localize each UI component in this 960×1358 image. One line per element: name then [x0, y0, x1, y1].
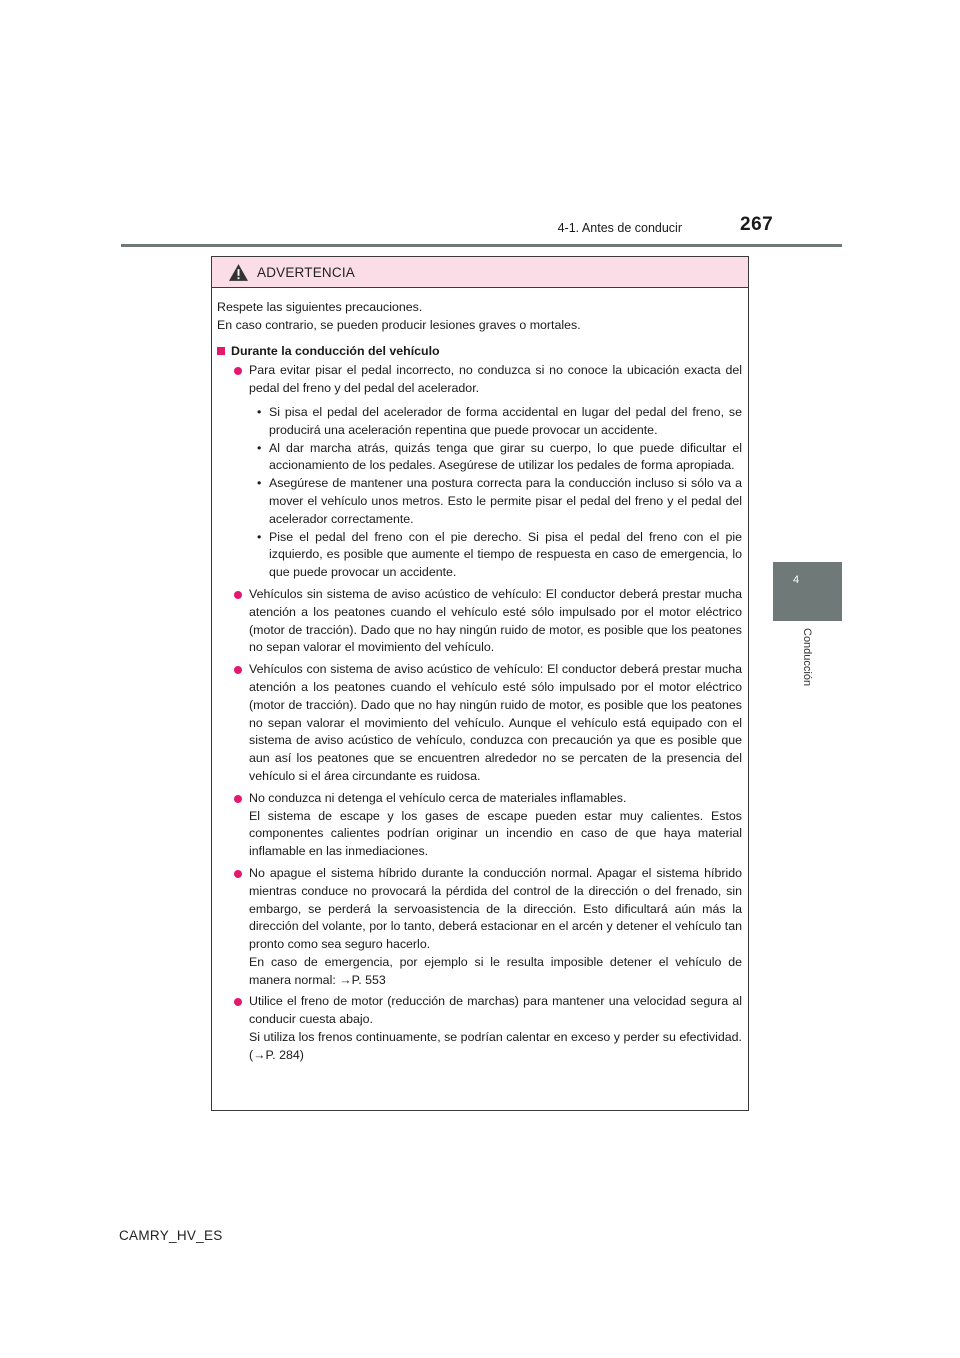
circle-bullet-icon — [234, 367, 242, 375]
list-item — [217, 865, 742, 990]
item-text: No conduzca ni detenga el vehículo cerca de materiales inflamables. — [249, 790, 627, 805]
list-item — [217, 790, 742, 861]
warning-triangle-icon — [228, 263, 249, 282]
warning-title: ADVERTENCIA — [257, 264, 355, 280]
sub-bullet: • Al dar marcha atrás, quizás tenga que girar su cuerpo, lo que puede dificultar el accionamiento de los pedales. Asegúrese de utilizar los pedales de forma apropiada. — [257, 440, 742, 473]
chapter-tab — [773, 562, 842, 621]
list-item — [217, 586, 742, 657]
list-item — [217, 362, 742, 582]
subheading — [217, 343, 742, 361]
item-text: No apague el sistema híbrido durante la conducción normal. Apagar el sistema híbrido mientras conduce no provocará la pérdida del control de la dirección o del frenado, sin embargo, se perderá la servoasistencia de la dirección. Esto dificultará aún más la dirección del volante, por lo tanto, deberá estacionar en el arcén y detener el vehículo tan pronto como sea seguro hacerlo. — [249, 865, 742, 952]
subheading-text: Durante la conducción del vehículo — [231, 343, 440, 358]
sub-bullet: • Pise el pedal del freno con el pie derecho. Si pisa el pedal del freno con el pie izquierdo, es posible que aumente el tiempo de respuesta en caso de emergencia, lo que puede provocar un accidente. — [257, 529, 742, 580]
item-text-continued: Si utiliza los frenos continuamente, se podrían calentar en exceso y perder su efectividad. (→P. 284) — [249, 1030, 742, 1062]
warning-box — [211, 256, 749, 1111]
item-text: Utilice el freno de motor (reducción de marchas) para mantener una velocidad segura al conducir cuesta abajo. — [249, 994, 742, 1027]
sub-bullet: • Asegúrese de mantener una postura correcta para la conducción incluso si sólo va a mover el vehículo unos metros. Esto le permite pisar el pedal del freno y el pedal del acelerador correctamente. — [257, 476, 742, 526]
circle-bullet-icon — [234, 591, 242, 599]
header-rule — [121, 244, 842, 247]
list-item — [217, 993, 742, 1064]
circle-bullet-icon — [234, 870, 242, 878]
circle-bullet-icon — [234, 795, 242, 803]
warning-header — [212, 257, 748, 288]
sub-bullet-list — [257, 404, 742, 582]
intro-line: Respete las siguientes precauciones. — [217, 300, 423, 314]
page-number: 267 — [740, 214, 774, 235]
intro-line: En caso contrario, se pueden producir lesiones graves o mortales. — [217, 317, 581, 332]
chapter-number: 4 — [792, 574, 800, 586]
sub-bullet: • Si pisa el pedal del acelerador de forma accidental en lugar del pedal del freno, se producirá una aceleración repentina que puede provocar un accidente. — [257, 404, 742, 437]
list-item — [217, 661, 742, 786]
item-text-continued: En caso de emergencia, por ejemplo si le resulta imposible detener el vehículo de manera normal: →P. 553 — [249, 954, 742, 987]
section-title: 4-1. Antes de conducir — [557, 221, 682, 235]
square-bullet-icon — [217, 347, 225, 355]
item-text: Para evitar pisar el pedal incorrecto, no conduzca si no conoce la ubicación exacta del pedal del freno y del pedal del acelerador. — [249, 363, 742, 396]
circle-bullet-icon — [234, 666, 242, 674]
warning-body — [212, 288, 748, 1065]
item-text: Vehículos con sistema de aviso acústico de vehículo: El conductor deberá prestar mucha atención a los peatones cuando el vehículo esté sólo impulsado por el motor eléctrico (motor de tracción). Dado que no hay ningún ruido de motor, es posible que los peatones no sepan valorar el movimiento del vehículo. Aunque el vehículo está equipado con el sistema de aviso acústico de vehículo, conduzca con precaución ya que es posible que aun así los peatones que se encuentren alrededor no se percaten de la presencia del vehículo si el área circundante es ruidosa. — [249, 662, 742, 783]
item-text-continued: El sistema de escape y los gases de escape pueden estar muy calientes. Estos componentes calientes podrían originar un incendio en caso de que haya material inflamable en las inmediaciones. — [249, 808, 742, 859]
chapter-label: Conducción — [801, 628, 813, 687]
circle-bullet-icon — [234, 998, 242, 1006]
item-text: Vehículos sin sistema de aviso acústico de vehículo: El conductor deberá prestar mucha atención a los peatones cuando el vehículo esté sólo impulsado por el motor eléctrico (motor de tracción). Dado que no hay ningún ruido de motor, es posible que los peatones no sepan valorar el movimiento del vehículo. — [249, 586, 742, 655]
document-code: CAMRY_HV_ES — [119, 1228, 223, 1243]
